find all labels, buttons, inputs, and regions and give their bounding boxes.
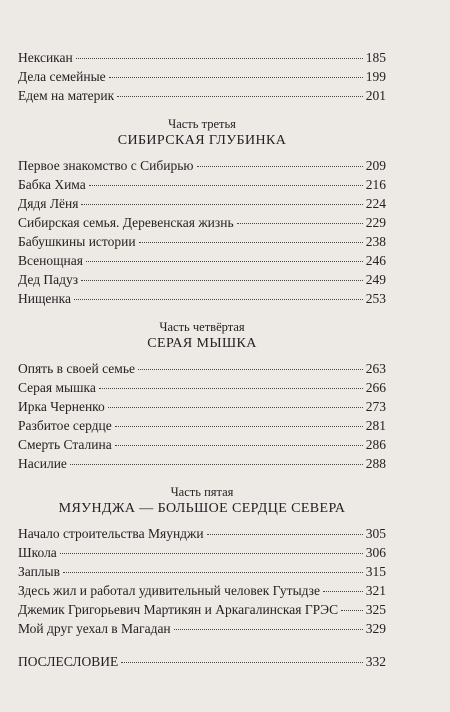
dot-leader — [138, 369, 363, 370]
toc-entry-title: Мой друг уехал в Магадан — [18, 621, 171, 636]
toc-entry — [18, 175, 386, 194]
toc-entry — [18, 359, 386, 378]
toc-entry-page: 306 — [365, 545, 386, 560]
afterword-section — [18, 652, 386, 671]
part-title: СИБИРСКАЯ ГЛУБИНКА — [117, 133, 287, 148]
dot-leader — [117, 96, 363, 97]
dot-leader — [60, 553, 363, 554]
toc-entry-page: 305 — [365, 526, 386, 541]
toc-entry — [18, 289, 386, 308]
toc-entry-page: 199 — [365, 69, 386, 84]
dot-leader — [139, 242, 363, 243]
toc-entry — [18, 213, 386, 232]
toc-entry-page: 185 — [365, 50, 386, 65]
part-title: МЯУНДЖА — БОЛЬШОЕ СЕРДЦЕ СЕВЕРА — [58, 501, 346, 516]
toc-entry-title: Сибирская семья. Деревенская жизнь — [18, 215, 234, 230]
toc-entry-page: 281 — [365, 418, 386, 433]
toc-entry-page: 332 — [365, 654, 386, 669]
toc-entry-title: Разбитое сердце — [18, 418, 112, 433]
toc-entry-page: 201 — [365, 88, 386, 103]
dot-leader — [121, 662, 362, 663]
part-entries — [18, 156, 386, 308]
dot-leader — [99, 388, 363, 389]
toc-entry — [18, 232, 386, 251]
toc-entry-page: 249 — [365, 272, 386, 287]
part-section — [18, 485, 386, 638]
toc-entry-title: Ирка Черненко — [18, 399, 105, 414]
part-title: СЕРАЯ МЫШКА — [147, 336, 257, 351]
dot-leader — [341, 610, 363, 611]
dot-leader — [323, 591, 363, 592]
table-of-contents — [18, 48, 386, 671]
toc-entry — [18, 619, 386, 638]
dot-leader — [86, 261, 363, 262]
toc-entry — [18, 86, 386, 105]
toc-entry-title: Смерть Сталина — [18, 437, 112, 452]
part-heading: Часть пятая — [170, 485, 234, 499]
toc-entry-page: 325 — [365, 602, 386, 617]
toc-entry-title: ПОСЛЕСЛОВИЕ — [18, 654, 119, 669]
toc-entry — [18, 48, 386, 67]
dot-leader — [70, 464, 363, 465]
part-heading: Часть третья — [168, 117, 236, 131]
toc-entry — [18, 524, 386, 543]
dot-leader — [81, 204, 362, 205]
toc-entry — [18, 543, 386, 562]
dot-leader — [109, 77, 363, 78]
part-section — [18, 117, 386, 308]
dot-leader — [115, 445, 363, 446]
toc-entry-page: 246 — [365, 253, 386, 268]
toc-entry-page: 329 — [365, 621, 386, 636]
toc-entry-title: Начало строительства Мяунджи — [18, 526, 204, 541]
toc-entry-page: 286 — [365, 437, 386, 452]
toc-entry-title: Школа — [18, 545, 57, 560]
dot-leader — [108, 407, 363, 408]
part-section — [18, 320, 386, 473]
dot-leader — [89, 185, 363, 186]
toc-entry — [18, 378, 386, 397]
toc-entry-afterword — [18, 652, 386, 671]
dot-leader — [207, 534, 363, 535]
toc-entry-page: 266 — [365, 380, 386, 395]
toc-entry-page: 273 — [365, 399, 386, 414]
toc-entry — [18, 67, 386, 86]
toc-entry-page: 224 — [365, 196, 386, 211]
toc-entry-title: Здесь жил и работал удивительный человек Гутыдзе — [18, 583, 321, 598]
dot-leader — [74, 299, 363, 300]
toc-entry-title: Насилие — [18, 456, 67, 471]
toc-entry-title: Заплыв — [18, 564, 60, 579]
dot-leader — [115, 426, 363, 427]
toc-entry-page: 229 — [365, 215, 386, 230]
part-entries — [18, 359, 386, 473]
toc-entry-title: Дядя Лёня — [18, 196, 79, 211]
part-heading: Часть четвёртая — [159, 320, 245, 334]
toc-entry-page: 238 — [365, 234, 386, 249]
toc-entry-title: Всенощная — [18, 253, 83, 268]
toc-entry-title: Дела семейные — [18, 69, 106, 84]
toc-entry-page: 288 — [365, 456, 386, 471]
toc-entry-title: Дед Падуз — [18, 272, 79, 287]
toc-entry-page: 209 — [365, 158, 386, 173]
dot-leader — [63, 572, 363, 573]
part-entries — [18, 524, 386, 638]
toc-entry — [18, 435, 386, 454]
toc-entry-title: Бабушкины истории — [18, 234, 136, 249]
toc-entry-title: Серая мышка — [18, 380, 96, 395]
toc-entry-page: 315 — [365, 564, 386, 579]
toc-entry — [18, 562, 386, 581]
dot-leader — [76, 58, 363, 59]
intro-entries — [18, 48, 386, 105]
toc-entry — [18, 251, 386, 270]
toc-entry — [18, 600, 386, 619]
dot-leader — [81, 280, 363, 281]
dot-leader — [174, 629, 363, 630]
toc-entry-title: Джемик Григорьевич Мартикян и Аркагалинская ГРЭС — [18, 602, 339, 617]
toc-entry-title: Нексикан — [18, 50, 73, 65]
dot-leader — [197, 166, 363, 167]
dot-leader — [237, 223, 363, 224]
toc-entry — [18, 416, 386, 435]
toc-entry-page: 321 — [365, 583, 386, 598]
toc-entry — [18, 581, 386, 600]
toc-entry — [18, 156, 386, 175]
toc-entry-page: 216 — [365, 177, 386, 192]
toc-entry — [18, 194, 386, 213]
toc-entry-title: Бабка Хима — [18, 177, 86, 192]
toc-entry-page: 263 — [365, 361, 386, 376]
toc-entry-page: 253 — [365, 291, 386, 306]
toc-entry-title: Едем на материк — [18, 88, 115, 103]
toc-entry — [18, 270, 386, 289]
toc-entry-title: Опять в своей семье — [18, 361, 135, 376]
toc-entry-title: Первое знакомство с Сибирью — [18, 158, 194, 173]
toc-entry — [18, 397, 386, 416]
toc-entry-title: Нищенка — [18, 291, 71, 306]
toc-entry — [18, 454, 386, 473]
